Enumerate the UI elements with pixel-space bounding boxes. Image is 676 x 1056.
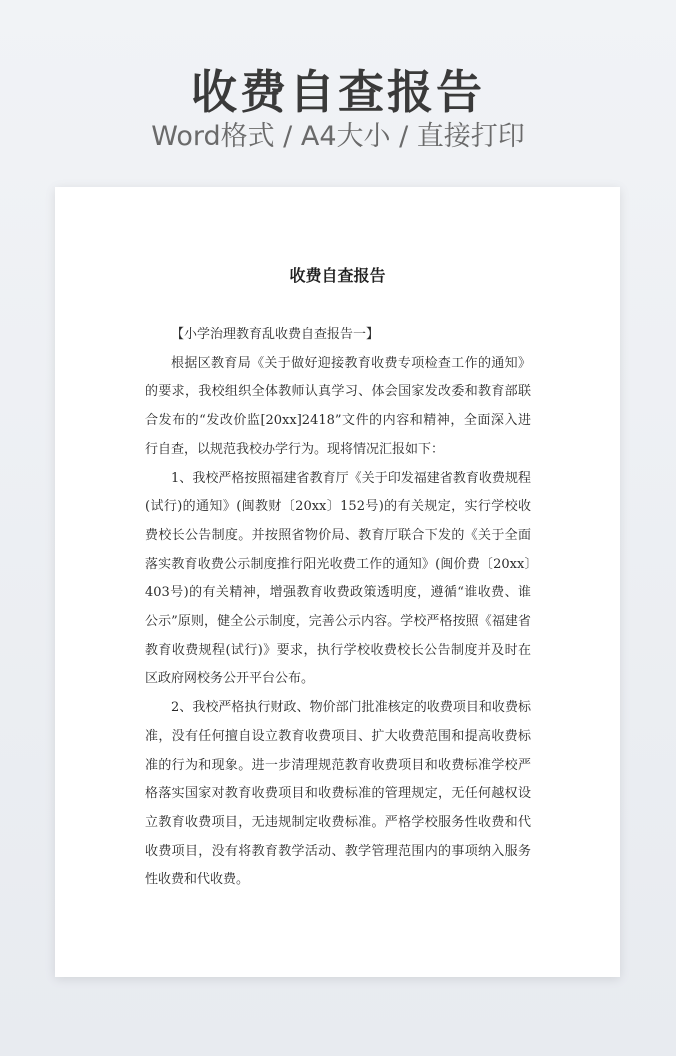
document-paragraph: 1、我校严格按照福建省教育厅《关于印发福建省教育收费规程(试行)的通知》(闽教财〔20xx〕152号)的有关规定，实行学校收费校长公告制度。并按照省物价局、教育厅联合下发的《关于全面落实教育收费公示制度推行阳光收费工作的通知》(闽价费〔20xx〕403号)的有关精神，增强教育收费政策透明度，遵循“谁收费、谁公示”原则，健全公示制度，完善公示内容。学校严格按照《福建省教育收费规程(试行)》要求，执行学校收费校长公告制度并及时在区政府网校务公开平台公布。 [145,470,531,687]
document-paragraph: 2、我校严格执行财政、物价部门批准核定的收费项目和收费标准，没有任何擅自设立教育收费项目、扩大收费范围和提高收费标准的行为和现象。进一步清理规范教育收费项目和收费标准学校严格落实国家对教育收费项目和收费标准的管理规定，无任何越权设立教育收费项目，无违规制定收费标准。严格学校服务性收费和代收费项目，没有将教育教学活动、教学管理范围内的事项纳入服务性收费和代收费。 [145,700,531,888]
banner [0,0,676,180]
document-paragraph: 【小学治理教育乱收费自查报告一】 [171,327,380,342]
document-page [55,187,620,977]
document-paragraph: 根据区教育局《关于做好迎接教育收费专项检查工作的通知》的要求，我校组织全体教师认真学习、体会国家发改委和教育部联合发布的“发改价监[20xx]2418”文件的内容和精神，全面深入进行自查，以规范我校办学行为。现将情况汇报如下： [145,355,531,457]
document-title: 收费自查报告 [289,266,386,285]
page-subtitle: Word格式 / A4大小 / 直接打印 [151,121,525,152]
page-title: 收费自查报告 [191,65,485,119]
document-body [145,321,531,895]
